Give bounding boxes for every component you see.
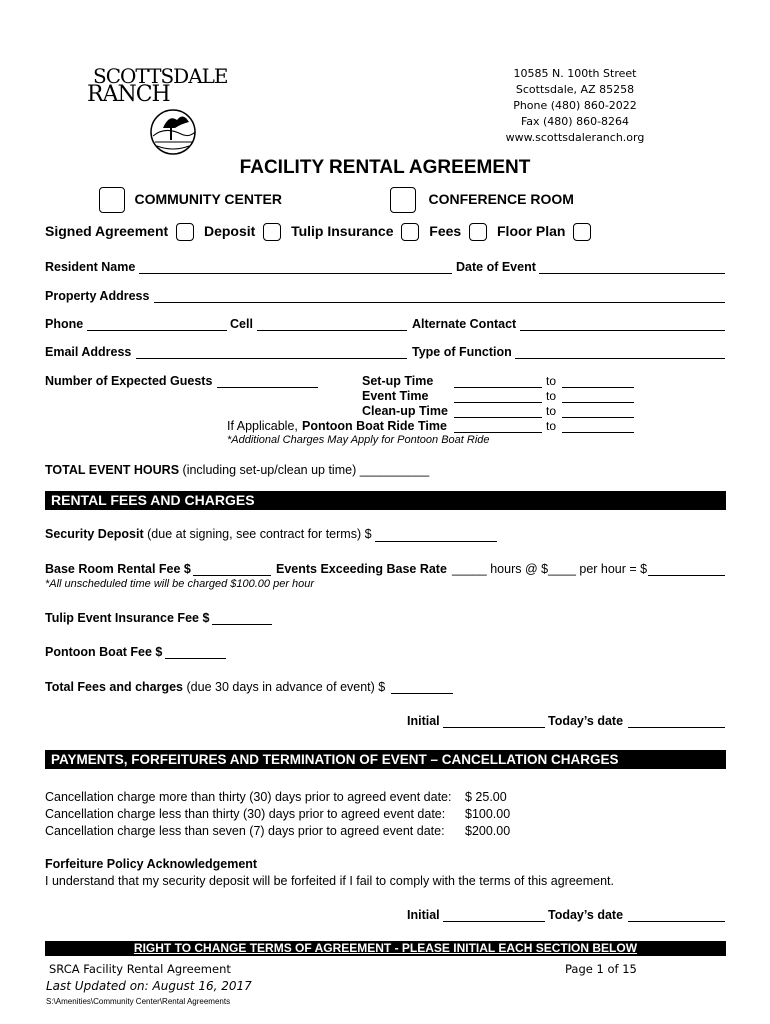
community-center-checkbox[interactable]	[99, 187, 125, 213]
cancellation-row	[45, 789, 510, 806]
address-city: Scottsdale, AZ 85258	[515, 83, 635, 96]
pontoon-note: *Additional Charges May Apply for Pontoon Boat Ride	[227, 434, 490, 446]
expected-guests-label: Number of Expected Guests	[45, 374, 213, 388]
document-checklist	[45, 223, 591, 241]
checklist-fees: Fees	[429, 223, 462, 239]
total-fees-label: Total Fees and charges	[45, 680, 184, 694]
address-phone: Phone (480) 860-2022	[513, 99, 637, 112]
checklist-floor-plan: Floor Plan	[497, 223, 566, 239]
base-room-fee-label: Base Room Rental Fee $	[45, 562, 191, 576]
total-hours-label: TOTAL EVENT HOURS	[45, 463, 180, 477]
cancellation-amount: $200.00	[465, 824, 511, 838]
pontoon-time-end-field[interactable]	[562, 418, 634, 433]
rental-date-label: Today’s date	[548, 714, 624, 728]
payments-date-field[interactable]	[628, 907, 725, 922]
pontoon-time-start-field[interactable]	[454, 418, 542, 433]
event-time-start-field[interactable]	[454, 388, 542, 403]
cell-label: Cell	[230, 317, 253, 331]
conference-room-label: CONFERENCE ROOM	[428, 191, 574, 208]
signed-agreement-checkbox[interactable]	[176, 223, 194, 241]
rental-initial-label: Initial	[407, 714, 440, 728]
setup-to-label: to	[546, 374, 557, 388]
date-of-event-label: Date of Event	[456, 260, 536, 274]
rental-fees-heading: RENTAL FEES AND CHARGES	[45, 491, 726, 510]
cell-field[interactable]	[257, 316, 407, 331]
cancellation-text: Cancellation charge less than thirty (30) days prior to agreed event date:	[45, 807, 446, 821]
logo-line1: SCOTTSDALE	[93, 64, 228, 88]
cleanup-time-end-field[interactable]	[562, 403, 634, 418]
footer-page-number: Page 1 of 15	[565, 962, 637, 976]
tulip-insurance-checkbox[interactable]	[401, 223, 419, 241]
total-fees-field[interactable]	[391, 679, 453, 694]
checklist-tulip-insurance: Tulip Insurance	[291, 223, 394, 239]
phone-field[interactable]	[87, 316, 227, 331]
type-of-function-field[interactable]	[515, 344, 725, 359]
cancellation-row	[45, 806, 510, 823]
logo-line2: RANCH	[87, 82, 170, 107]
pontoon-time-prefix: If Applicable,	[227, 419, 298, 433]
rental-initial-field[interactable]	[443, 713, 545, 728]
security-deposit-row	[45, 527, 372, 541]
pontoon-time-label: Pontoon Boat Ride Time	[302, 419, 447, 433]
security-deposit-label: Security Deposit	[45, 527, 144, 541]
deposit-checkbox[interactable]	[263, 223, 281, 241]
footer-updated: Last Updated on: August 16, 2017	[46, 979, 252, 993]
event-time-label: Event Time	[362, 389, 429, 403]
setup-time-start-field[interactable]	[454, 373, 542, 388]
tulip-fee-label: Tulip Event Insurance Fee $	[45, 611, 210, 625]
option-community-center[interactable]	[99, 187, 282, 213]
security-deposit-detail: (due at signing, see contract for terms) $	[147, 527, 372, 541]
rental-date-field[interactable]	[628, 713, 725, 728]
checklist-signed-agreement: Signed Agreement	[45, 223, 169, 239]
email-label: Email Address	[45, 345, 132, 359]
option-conference-room[interactable]	[390, 187, 574, 213]
forfeiture-heading: Forfeiture Policy Acknowledgement	[45, 857, 258, 871]
cleanup-time-start-field[interactable]	[454, 403, 542, 418]
cancellation-amount: $100.00	[465, 807, 511, 821]
resident-name-label: Resident Name	[45, 260, 136, 274]
total-fees-detail: (due 30 days in advance of event) $	[186, 680, 386, 694]
conference-room-checkbox[interactable]	[390, 187, 416, 213]
right-to-change-heading: RIGHT TO CHANGE TERMS OF AGREEMENT - PLEASE INITIAL EACH SECTION BELOW	[133, 941, 638, 955]
cancellation-text: Cancellation charge more than thirty (30) days prior to agreed event date:	[45, 790, 452, 804]
cancellation-text: Cancellation charge less than seven (7) days prior to agreed event date:	[45, 824, 445, 838]
community-center-label: COMMUNITY CENTER	[134, 191, 282, 208]
pontoon-fee-field[interactable]	[165, 644, 226, 659]
property-address-label: Property Address	[45, 289, 150, 303]
pontoon-to-label: to	[546, 419, 557, 433]
cleanup-to-label: to	[546, 404, 557, 418]
cancellation-row	[45, 823, 510, 840]
address-fax: Fax (480) 860-8264	[520, 115, 630, 128]
payments-heading: PAYMENTS, FORFEITURES AND TERMINATION OF EVENT – CANCELLATION CHARGES	[45, 750, 726, 769]
expected-guests-field[interactable]	[217, 373, 318, 388]
address-website[interactable]: www.scottsdaleranch.org	[505, 131, 645, 144]
fees-checkbox[interactable]	[469, 223, 487, 241]
payments-initial-field[interactable]	[443, 907, 545, 922]
alternate-contact-field[interactable]	[520, 316, 725, 331]
base-room-fee-field[interactable]	[193, 561, 271, 576]
event-to-label: to	[546, 389, 557, 403]
setup-time-end-field[interactable]	[562, 373, 634, 388]
exceeding-base-label: Events Exceeding Base Rate	[276, 562, 447, 576]
forfeiture-text: I understand that my security deposit will be forfeited if I fail to comply with the terms of this agreement.	[45, 874, 615, 888]
total-hours-detail: (including set-up/clean up time) __________	[182, 463, 430, 477]
floor-plan-checkbox[interactable]	[573, 223, 591, 241]
date-of-event-field[interactable]	[539, 259, 725, 274]
address-block	[495, 66, 655, 146]
cancellation-charges	[45, 789, 510, 840]
setup-time-label: Set-up Time	[362, 374, 434, 388]
logo	[85, 62, 230, 157]
page-title: FACILITY RENTAL AGREEMENT	[239, 157, 531, 178]
cancellation-amount: $ 25.00	[465, 790, 507, 804]
property-address-field[interactable]	[154, 288, 725, 303]
payments-initial-label: Initial	[407, 908, 440, 922]
cleanup-time-label: Clean-up Time	[362, 404, 448, 418]
total-event-hours[interactable]	[45, 463, 429, 477]
total-fees-row	[45, 680, 385, 694]
phone-label: Phone	[45, 317, 84, 331]
pontoon-fee-label: Pontoon Boat Fee $	[45, 645, 163, 659]
unscheduled-time-note: *All unscheduled time will be charged $100.00 per hour	[45, 578, 315, 590]
footer-path: S:\Amenities\Community Center\Rental Agreements	[46, 997, 231, 1006]
exceeding-base-detail[interactable]: _____ hours @ $____ per hour = $	[452, 562, 648, 576]
address-street: 10585 N. 100th Street	[513, 67, 637, 80]
tulip-fee-field[interactable]	[212, 610, 272, 625]
footer-doc-name: SRCA Facility Rental Agreement	[49, 962, 231, 976]
resident-name-field[interactable]	[139, 259, 452, 274]
alternate-contact-label: Alternate Contact	[412, 317, 517, 331]
email-field[interactable]	[136, 344, 407, 359]
event-time-end-field[interactable]	[562, 388, 634, 403]
checklist-deposit: Deposit	[203, 223, 256, 239]
payments-date-label: Today’s date	[548, 908, 624, 922]
type-of-function-label: Type of Function	[412, 345, 512, 359]
exceeding-total-field[interactable]	[648, 561, 725, 576]
security-deposit-field[interactable]	[375, 527, 497, 542]
